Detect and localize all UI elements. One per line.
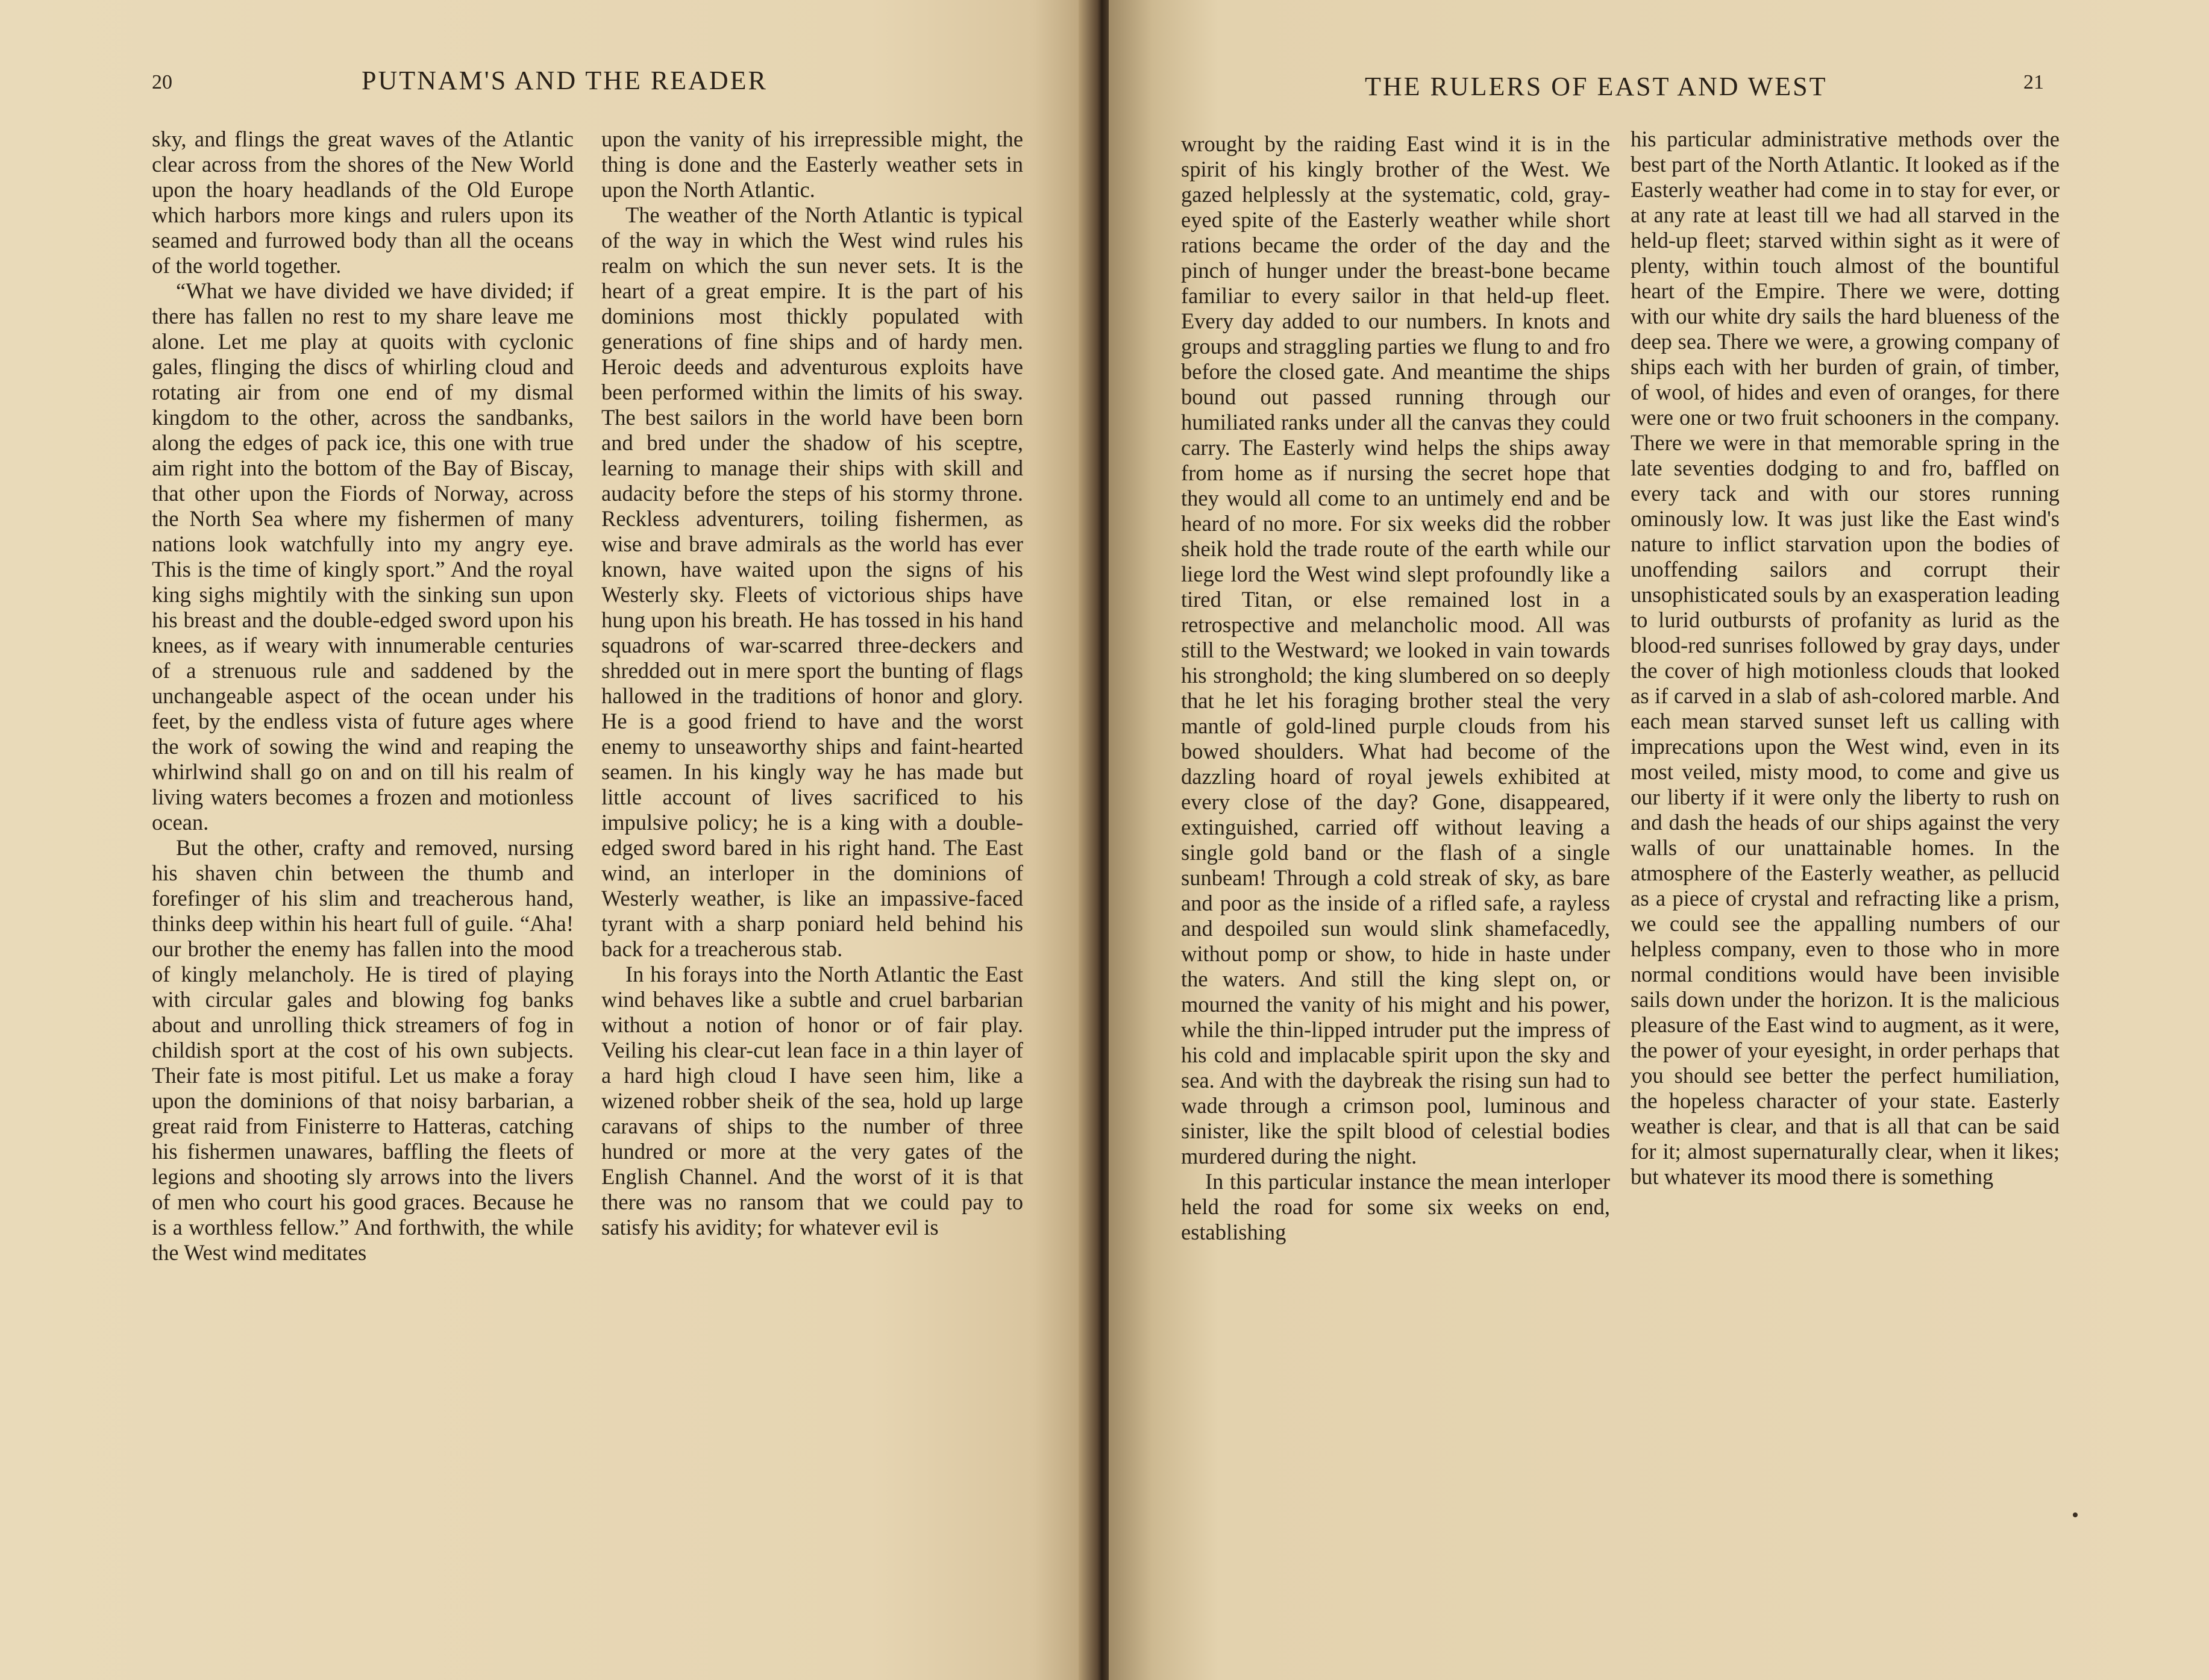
print-speck [2073,1512,2078,1517]
paragraph: In his forays into the North Atlantic the East wind behaves like a subtle and cruel barbarian without a notion of honor or of fair play. Veiling his clear-cut lean face in a thin layer of a hard high cloud I have seen him, like a wizened robber sheik of the sea, hold up large caravans of ships to the number of three hundred or more at the very gates of the English Channel. And the worst of it is that there was no ransom that we could pay to satisfy his avidity; for whatever evil is [601,962,1023,1240]
paragraph: The weather of the North Atlantic is typical of the way in which the West wind rules his realm on which the sun never sets. It is the heart of a great empire. It is the part of his dominions most thickly populated with generations of fine ships and of hardy men. Heroic deeds and adventurous exploits have been performed within the limits of his sway. The best sailors in the world have been born and bred under the shadow of his sceptre, learning to manage their ships with skill and audacity before the steps of his stormy throne. Reckless adventurers, toiling fishermen, as wise and brave admirals as the world has ever known, have waited upon the signs of his Westerly sky. Fleets of victorious ships have hung upon his breath. He has tossed in his hand squadrons of war-scarred three-deckers and shredded out in mere sport the bunting of flags hallowed in the traditions of honor and glory. He is a good friend to have and the worst enemy to unseaworthy ships and faint-hearted seamen. In his kingly way he has made but little account of lives sacrificed to his impulsive policy; he is a king with a double-edged sword bared in his right hand. The East wind, an interloper in the dominions of Westerly weather, is like an impassive-faced tyrant with a sharp poniard held behind his back for a treacherous stab. [601,202,1023,961]
running-head-left: PUTNAM'S AND THE READER [362,66,768,95]
paragraph: But the other, crafty and removed, nursing his shaven chin between the thumb and forefinger of his slim and treacherous hand, thinks deep within his heart full of guile. “Aha! our brother the enemy has fallen into the mood of kingly melancholy. He is tired of playing with circular gales and blowing fog banks about and unrolling thick streamers of fog in childish sport at the cost of his own subjects. Their fate is most pitiful. Let us make a foray upon the dominions of that noisy barbarian, a great raid from Finisterre to Hatteras, catching his fishermen unawares, baffling the fleets of legions and shooting sly arrows into the livers of men who court his good graces. Because he is a worthless fellow.” And forthwith, the while the West wind meditates [152,835,574,1265]
paragraph: In this particular instance the mean interloper held the road for some six weeks on end, establishing [1181,1169,1610,1244]
paragraph: sky, and flings the great waves of the Atlantic clear across from the shores of the New World upon the hoary headlands of the Old Europe which harbors more kings and rulers upon its seamed and furrowed body than all the oceans of the world together. [152,127,574,278]
paragraph: wrought by the raiding East wind it is in the spirit of his kingly brother of the West. We gazed helplessly at the systematic, cold, gray-eyed spite of the Easterly weather while short rations became the order of the day and the pinch of hunger under the breast-bone became familiar to every sailor in that held-up fleet. Every day added to our numbers. In knots and groups and straggling parties we flung to and fro before the closed gate. And meantime the ships bound out passed running through our humiliated ranks under all the canvas they could carry. The Easterly wind helps the ships away from home as if nursing the secret hope that they would all come to an untimely end and be heard of no more. For six weeks did the robber sheik hold the trade route of the earth while our liege lord the West wind slept profoundly like a tired Titan, or else remained lost in a retrospective and melancholic mood. All was still to the Westward; we looked in vain towards his stronghold; the king slumbered on so deeply that he let his foraging brother steal the very mantle of gold-lined purple clouds from his bowed shoulders. What had become of the dazzling hoard of royal jewels exhibited at every close of the day? Gone, disappeared, extinguished, carried off without leaving a single gold band or the flash of a single sunbeam! Through a cold streak of sky, as bare and poor as the inside of a rifled safe, a rayless and despoiled sun would slink shamefacedly, without pomp or show, to hide in haste under the waters. And still the king slept on, or mourned the vanity of his might and his power, while the thin-lipped intruder put the impress of his cold and implacable spirit upon the sky and sea. And with the daybreak the rising sun had to wade through a crimson pool, luminous and sinister, like the spilt blood of celestial bodies murdered during the night. [1181,131,1610,1168]
paragraph: “What we have divided we have divided; if there has fallen no rest to my share leave me alone. Let me play at quoits with cyclonic gales, flinging the discs of whirling cloud and rotating air from one end of my dismal kingdom to the other, across the sandbanks, along the edges of pack ice, this one with true aim right into the bottom of the Bay of Biscay, that other upon the Fiords of Norway, across the North Sea where my fishermen of many nations look watchfully into my angry eye. This is the time of kingly sport.” And the royal king sighs mightily with the sinking sun upon his breast and the double-edged sword upon his knees, as if weary with innumerable centuries of a strenuous rule and saddened by the unchangeable aspect of the ocean under his feet, by the endless vista of future ages where the work of sowing the wind and reaping the whirlwind shall go on and on till his realm of living waters becomes a frozen and motionless ocean. [152,278,574,835]
right-page [1109,0,2209,1680]
left-column-1 [152,127,574,1265]
page-number-left: 20 [152,71,172,93]
page-number-right: 21 [2023,71,2044,93]
right-column-2 [1631,127,2060,1189]
left-column-2 [601,127,1023,1240]
left-page [0,0,1088,1680]
paragraph: upon the vanity of his irrepressible might, the thing is done and the Easterly weather sets in upon the North Atlantic. [601,127,1023,202]
paragraph: his particular administrative methods over the best part of the North Atlantic. It looked as if the Easterly weather had come in to stay for ever, or at any rate at least till we had all starved in the held-up fleet; starved within sight as it were of plenty, within touch almost of the bountiful heart of the Empire. There we were, dotting with our white dry sails the hard blueness of the deep sea. There we were, a growing company of ships each with her burden of grain, of timber, of wool, of hides and even of oranges, for there were one or two fruit schooners in the company. There we were in that memorable spring in the late seventies dodging to and fro, baffled on every tack and with our stores running ominously low. It was just like the East wind's nature to inflict starvation upon the bodies of unoffending sailors and corrupt their unsophisticated souls by an exasperation leading to lurid outbursts of profanity as lurid as the blood-red sunrises followed by gray days, under the cover of high motionless clouds that looked as if carved in a slab of ash-colored marble. And each mean starved sunset left us calling with imprecations upon the West wind, even in its most veiled, misty mood, to come and give us our liberty if it were only the liberty to rush on and dash the heads of our ships against the very walls of our unattainable homes. In the atmosphere of the Easterly weather, as pellucid as a piece of crystal and refracting like a prism, we could see the appalling numbers of our helpless company, even to those who in more normal conditions would have been invisible sails down under the horizon. It is the malicious pleasure of the East wind to augment, as it were, the power of your eyesight, in order perhaps that you should see better the perfect humiliation, the hopeless character of your state. Easterly weather is clear, and that is all that can be said for it; almost supernaturally clear, when it likes; but whatever its mood there is something [1631,127,2060,1189]
running-head-right: THE RULERS OF EAST AND WEST [1365,72,1828,101]
right-column-1 [1181,131,1610,1245]
